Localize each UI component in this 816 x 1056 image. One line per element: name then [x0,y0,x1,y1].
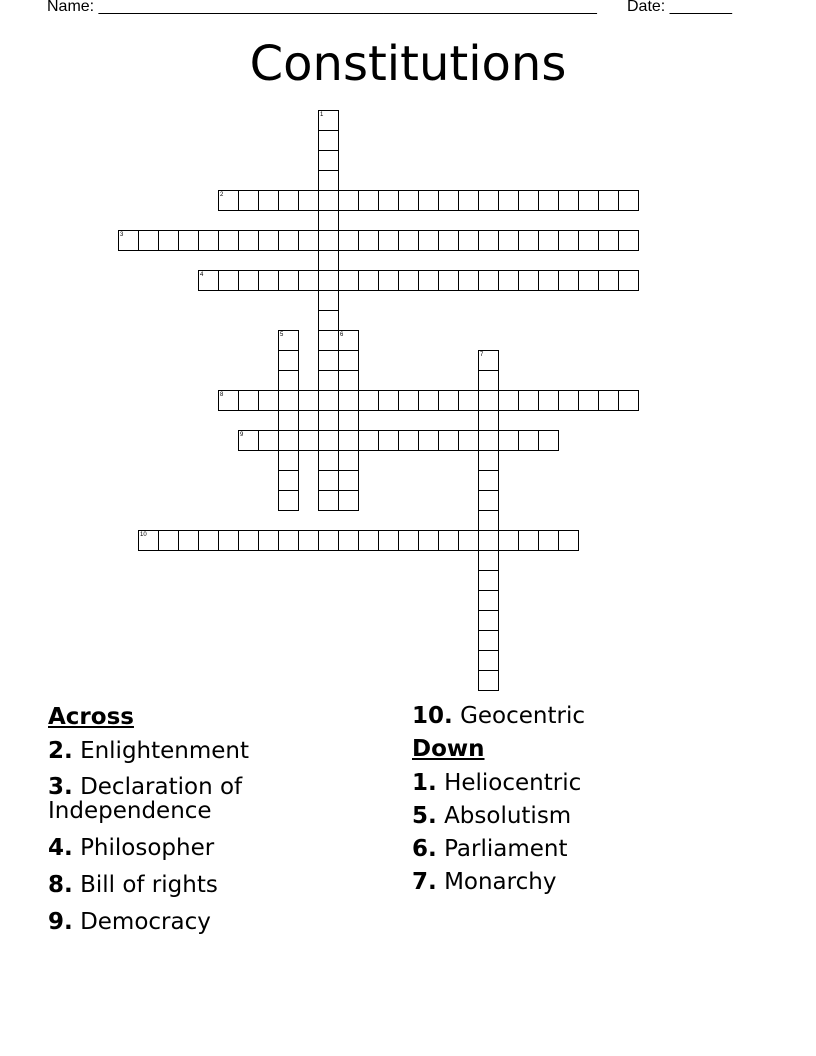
grid-cell[interactable] [218,230,239,251]
grid-cell[interactable] [558,390,579,411]
grid-cell[interactable] [598,230,619,251]
grid-cell[interactable] [238,530,259,551]
grid-cell[interactable] [358,430,379,451]
clue-text: Philosopher [80,835,215,861]
grid-cell[interactable] [558,230,579,251]
grid-cell[interactable] [318,250,339,271]
grid-cell[interactable] [318,410,339,431]
grid-cell[interactable] [358,270,379,291]
grid-cell[interactable] [198,230,219,251]
grid-cell[interactable] [298,190,319,211]
grid-cell[interactable] [578,190,599,211]
clue-number: 9. [48,909,73,935]
grid-cell[interactable] [498,530,519,551]
grid-cell[interactable] [278,370,299,391]
grid-cell[interactable] [338,470,359,491]
grid-cell[interactable] [478,530,499,551]
grid-cell[interactable] [418,190,439,211]
grid-cell[interactable] [398,190,419,211]
grid-cell[interactable] [378,270,399,291]
clue-text: Declaration of Independence [48,774,243,824]
grid-cell[interactable] [378,430,399,451]
grid-cell[interactable] [238,230,259,251]
grid-cell[interactable] [218,530,239,551]
cell-number-2: 2 [220,192,224,198]
grid-cell[interactable] [318,190,339,211]
grid-cell[interactable] [318,150,339,171]
grid-cell[interactable] [598,190,619,211]
clue-text: Monarchy [444,869,557,895]
grid-cell[interactable] [478,670,499,691]
grid-cell[interactable] [318,310,339,331]
grid-cell[interactable] [478,490,499,511]
grid-cell[interactable] [478,570,499,591]
grid-cell[interactable] [518,270,539,291]
grid-cell[interactable] [158,230,179,251]
grid-cell[interactable] [578,270,599,291]
clue-number: 4. [48,835,73,861]
grid-cell[interactable] [238,190,259,211]
grid-cell[interactable] [318,430,339,451]
grid-cell[interactable] [258,430,279,451]
grid-cell[interactable] [478,610,499,631]
grid-cell[interactable] [258,530,279,551]
grid-cell[interactable] [458,390,479,411]
grid-cell[interactable] [318,210,339,231]
grid-cell[interactable] [278,430,299,451]
grid-cell[interactable] [338,450,359,471]
grid-cell[interactable] [318,470,339,491]
clue-number: 6. [412,836,437,862]
grid-cell[interactable] [458,190,479,211]
grid-cell[interactable] [458,270,479,291]
grid-cell[interactable] [278,490,299,511]
grid-cell[interactable] [538,390,559,411]
grid-cell[interactable] [538,190,559,211]
clue-number: 5. [412,803,437,829]
clue-text: Bill of rights [80,872,218,898]
grid-cell[interactable] [318,330,339,351]
grid-cell[interactable] [218,270,239,291]
grid-cell[interactable] [518,530,539,551]
grid-cell[interactable] [538,270,559,291]
grid-cell[interactable] [478,270,499,291]
grid-cell[interactable] [338,350,359,371]
grid-cell[interactable] [518,230,539,251]
cell-number-3: 3 [120,232,124,238]
grid-cell[interactable] [318,170,339,191]
grid-cell[interactable] [538,530,559,551]
grid-cell[interactable] [338,530,359,551]
grid-cell[interactable] [398,430,419,451]
clue-number: 1. [412,770,437,796]
grid-cell[interactable] [278,470,299,491]
clue-number: 7. [412,869,437,895]
clue-across-10 [412,703,742,730]
grid-cell[interactable] [278,450,299,471]
clue-down-1 [412,770,742,797]
grid-cell[interactable] [378,230,399,251]
grid-cell[interactable] [558,530,579,551]
grid-cell[interactable] [398,390,419,411]
grid-cell[interactable] [478,370,499,391]
grid-cell[interactable] [578,390,599,411]
cell-number-4: 4 [200,272,204,278]
grid-cell[interactable] [538,430,559,451]
grid-cell[interactable] [478,630,499,651]
cell-number-8: 8 [220,392,224,398]
grid-cell[interactable] [338,230,359,251]
grid-cell[interactable] [418,270,439,291]
grid-cell[interactable] [618,270,639,291]
grid-cell[interactable] [378,390,399,411]
grid-cell[interactable] [518,430,539,451]
grid-cell[interactable] [258,230,279,251]
grid-cell[interactable] [478,230,499,251]
grid-cell[interactable] [418,530,439,551]
grid-cell[interactable] [598,390,619,411]
clue-text: Democracy [80,909,211,935]
grid-cell[interactable] [478,510,499,531]
grid-cell[interactable] [438,390,459,411]
grid-cell[interactable] [418,390,439,411]
grid-cell[interactable] [358,190,379,211]
name-field-label: Name: ________________________________________________________ [47,0,597,15]
grid-cell[interactable] [498,230,519,251]
clue-across-4 [48,835,378,862]
grid-cell[interactable] [478,590,499,611]
grid-cell[interactable] [138,230,159,251]
grid-cell[interactable] [318,490,339,511]
grid-cell[interactable] [358,530,379,551]
grid-cell[interactable] [478,430,499,451]
grid-cell[interactable] [178,230,199,251]
grid-cell[interactable] [298,530,319,551]
grid-cell[interactable] [418,430,439,451]
grid-cell[interactable] [318,350,339,371]
grid-cell[interactable] [458,530,479,551]
cell-number-10: 10 [140,532,147,538]
grid-cell[interactable] [338,410,359,431]
grid-cell[interactable] [318,290,339,311]
grid-cell[interactable] [298,390,319,411]
grid-cell[interactable] [198,530,219,551]
grid-cell[interactable] [438,530,459,551]
grid-cell[interactable] [438,430,459,451]
grid-cell[interactable] [378,530,399,551]
grid-cell[interactable] [338,370,359,391]
grid-cell[interactable] [318,530,339,551]
grid-cell[interactable] [498,190,519,211]
grid-cell[interactable] [578,230,599,251]
grid-cell[interactable] [518,190,539,211]
grid-cell[interactable] [358,390,379,411]
grid-cell[interactable] [478,470,499,491]
grid-cell[interactable] [498,390,519,411]
grid-cell[interactable] [298,270,319,291]
grid-cell[interactable] [238,270,259,291]
grid-cell[interactable] [278,270,299,291]
clue-down-6 [412,836,742,863]
grid-cell[interactable] [338,430,359,451]
down-clues-column [412,703,742,906]
grid-cell[interactable] [278,230,299,251]
grid-cell[interactable] [318,450,339,471]
clue-text: Parliament [444,836,568,862]
grid-cell[interactable] [398,270,419,291]
grid-cell[interactable] [478,190,499,211]
grid-cell[interactable] [458,230,479,251]
grid-cell[interactable] [298,430,319,451]
clue-down-7 [412,869,742,896]
grid-cell[interactable] [318,390,339,411]
clue-text: Geocentric [460,703,585,729]
grid-cell[interactable] [278,390,299,411]
grid-cell[interactable] [558,190,579,211]
grid-cell[interactable] [418,230,439,251]
clue-across-3 [48,775,378,823]
clue-text: Enlightenment [80,738,250,764]
grid-cell[interactable] [318,230,339,251]
grid-cell[interactable] [238,390,259,411]
clue-number: 2. [48,738,73,764]
grid-cell[interactable] [378,190,399,211]
page-title: Constitutions [249,36,567,92]
cell-number-7: 7 [480,352,484,358]
down-heading: Down [412,736,485,762]
grid-cell[interactable] [478,450,499,471]
grid-cell[interactable] [298,230,319,251]
across-heading: Across [48,704,134,730]
grid-cell[interactable] [338,270,359,291]
grid-cell[interactable] [538,230,559,251]
clue-across-8 [48,872,378,899]
cell-number-9: 9 [240,432,244,438]
grid-cell[interactable] [438,230,459,251]
grid-cell[interactable] [398,530,419,551]
grid-cell[interactable] [258,190,279,211]
cell-number-6: 6 [340,332,344,338]
clue-down-5 [412,803,742,830]
grid-cell[interactable] [478,650,499,671]
grid-cell[interactable] [278,530,299,551]
grid-cell[interactable] [598,270,619,291]
grid-cell[interactable] [518,390,539,411]
clue-text: Absolutism [444,803,572,829]
grid-cell[interactable] [438,190,459,211]
clue-across-2 [48,738,378,765]
grid-cell[interactable] [338,190,359,211]
clue-number: 10. [412,703,453,729]
grid-cell[interactable] [498,270,519,291]
grid-cell[interactable] [318,270,339,291]
grid-cell[interactable] [278,350,299,371]
grid-cell[interactable] [178,530,199,551]
grid-cell[interactable] [398,230,419,251]
grid-cell[interactable] [478,410,499,431]
grid-cell[interactable] [278,410,299,431]
grid-cell[interactable] [318,370,339,391]
clue-text: Heliocentric [444,770,582,796]
grid-cell[interactable] [318,130,339,151]
grid-cell[interactable] [278,190,299,211]
across-clues-column [48,704,378,946]
grid-cell[interactable] [618,390,639,411]
clue-number: 3. [48,774,73,800]
cell-number-5: 5 [280,332,284,338]
grid-cell[interactable] [478,390,499,411]
grid-cell[interactable] [478,550,499,571]
grid-cell[interactable] [438,270,459,291]
grid-cell[interactable] [158,530,179,551]
grid-cell[interactable] [338,390,359,411]
grid-cell[interactable] [618,230,639,251]
grid-cell[interactable] [258,270,279,291]
grid-cell[interactable] [618,190,639,211]
grid-cell[interactable] [458,430,479,451]
clue-across-9 [48,909,378,936]
cell-number-1: 1 [320,112,324,118]
grid-cell[interactable] [498,430,519,451]
grid-cell[interactable] [358,230,379,251]
grid-cell[interactable] [338,490,359,511]
date-field-label: Date: _______ [627,0,732,15]
grid-cell[interactable] [558,270,579,291]
grid-cell[interactable] [258,390,279,411]
clue-number: 8. [48,872,73,898]
